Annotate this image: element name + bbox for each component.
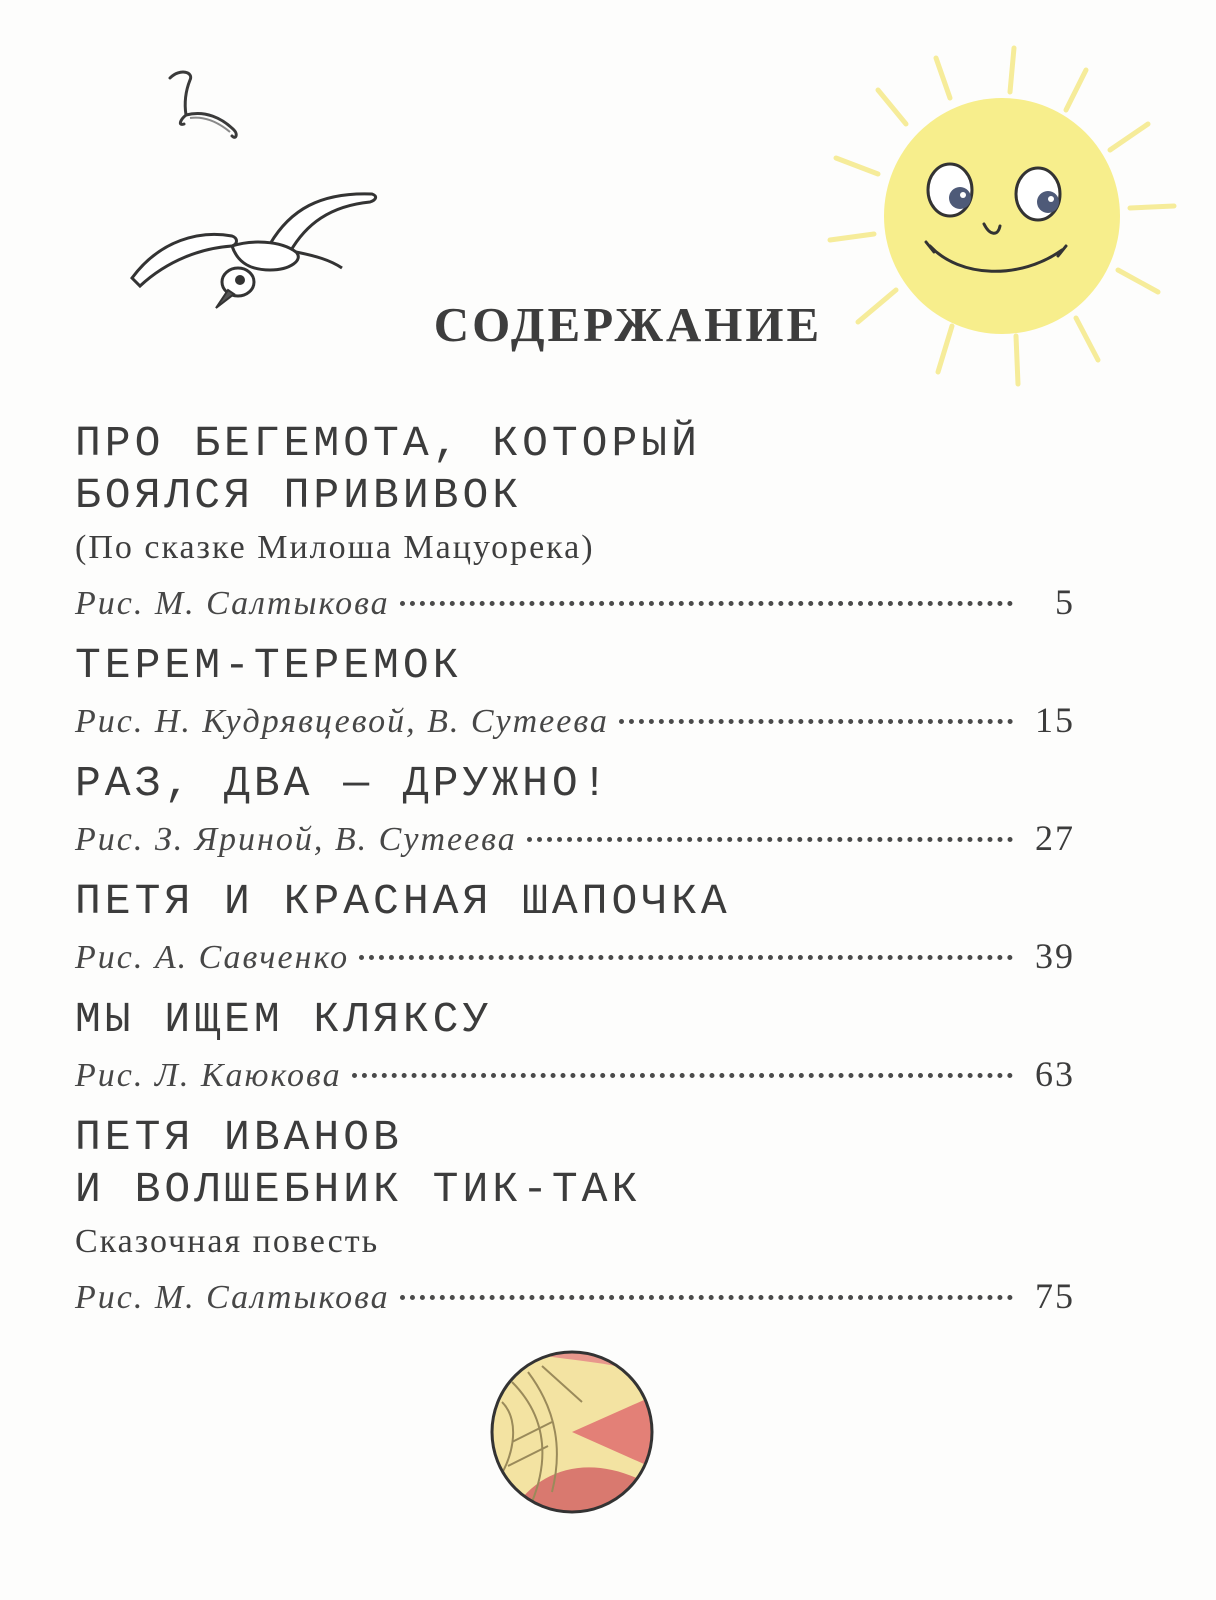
toc-entry[interactable] bbox=[75, 418, 1075, 632]
toc-heading-container bbox=[0, 296, 1216, 353]
toc-entry-line bbox=[75, 692, 1075, 750]
seagull-small-icon bbox=[160, 60, 260, 160]
ball-icon bbox=[482, 1342, 662, 1522]
dot-leader bbox=[400, 601, 1013, 606]
table-of-contents bbox=[75, 418, 1075, 1334]
toc-entry-line bbox=[75, 810, 1075, 868]
toc-entry-subtitle: Сказочная повесть bbox=[75, 1223, 380, 1260]
toc-entry[interactable] bbox=[75, 1112, 1075, 1326]
toc-entry-illustrator: Рис. М. Салтыкова bbox=[75, 585, 390, 622]
toc-entry-line bbox=[75, 1268, 1075, 1326]
toc-entry-illustrator: Рис. М. Салтыкова bbox=[75, 1279, 390, 1316]
toc-entry-subtitle: (По сказке Милоша Мацуорека) bbox=[75, 529, 595, 566]
toc-entry-title: РАЗ, ДВА — ДРУЖНО! bbox=[75, 759, 612, 808]
dot-leader bbox=[352, 1073, 1013, 1078]
toc-entry-illustrator: Рис. Н. Кудрявцевой, В. Сутеева bbox=[75, 703, 609, 740]
toc-entry-title: БОЯЛСЯ ПРИВИВОК bbox=[75, 471, 523, 520]
toc-entry-page-number: 39 bbox=[1035, 936, 1075, 976]
dot-leader bbox=[527, 837, 1013, 842]
sun-icon bbox=[770, 30, 1190, 410]
page-title: СОДЕРЖАНИЕ bbox=[433, 297, 823, 352]
toc-entry-page-number: 27 bbox=[1035, 818, 1075, 858]
toc-entry-page-number: 75 bbox=[1035, 1276, 1075, 1316]
toc-entry-title: ПЕТЯ ИВАНОВ bbox=[75, 1113, 403, 1162]
dot-leader bbox=[400, 1295, 1013, 1300]
toc-entry-line bbox=[75, 928, 1075, 986]
toc-entry[interactable] bbox=[75, 876, 1075, 986]
toc-entry-title: МЫ ИЩЕМ КЛЯКСУ bbox=[75, 995, 493, 1044]
toc-entry-illustrator: Рис. З. Яриной, В. Сутеева bbox=[75, 821, 517, 858]
toc-entry-illustrator: Рис. Л. Каюкова bbox=[75, 1057, 342, 1094]
toc-entry-title: ПРО БЕГЕМОТА, КОТОРЫЙ bbox=[75, 419, 701, 468]
toc-entry-title: ТЕРЕМ-ТЕРЕМОК bbox=[75, 641, 463, 690]
toc-entry[interactable] bbox=[75, 640, 1075, 750]
toc-entry[interactable] bbox=[75, 758, 1075, 868]
toc-entry-line bbox=[75, 1046, 1075, 1104]
toc-entry-title: ПЕТЯ И КРАСНАЯ ШАПОЧКА bbox=[75, 877, 731, 926]
toc-entry-page-number: 63 bbox=[1035, 1054, 1075, 1094]
toc-entry-page-number: 15 bbox=[1035, 700, 1075, 740]
toc-entry-line bbox=[75, 574, 1075, 632]
toc-entry-page-number: 5 bbox=[1055, 582, 1075, 622]
toc-entry-title: И ВОЛШЕБНИК ТИК-ТАК bbox=[75, 1165, 642, 1214]
toc-entry-illustrator: Рис. А. Савченко bbox=[75, 939, 350, 976]
dot-leader bbox=[619, 719, 1013, 724]
dot-leader bbox=[359, 955, 1013, 960]
toc-entry[interactable] bbox=[75, 994, 1075, 1104]
